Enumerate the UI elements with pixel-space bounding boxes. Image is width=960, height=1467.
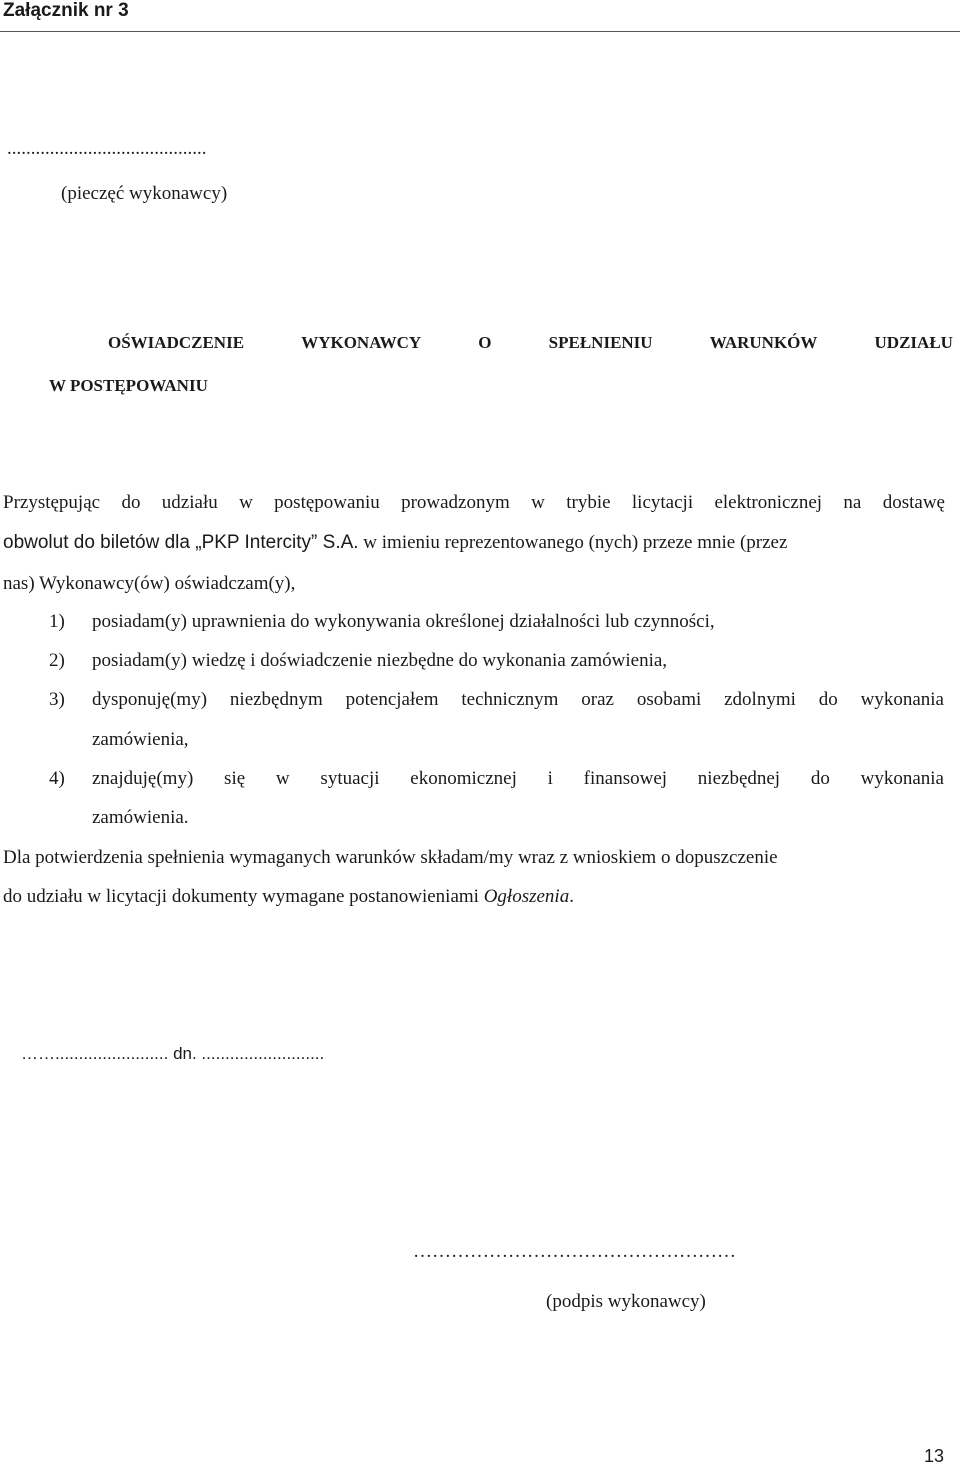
signature-dots: ……………………………………………	[413, 1241, 736, 1262]
statement-title	[108, 333, 953, 353]
list-item-text: dysponuję(my) niezbędnym potencjałem technicznym oraz osobami zdolnymi do wykonania	[92, 689, 944, 710]
list-item-number: 3)	[49, 689, 65, 710]
closing-line-2	[3, 886, 574, 908]
stamp-label: (pieczęć wykonawcy)	[61, 183, 228, 204]
place-date-line: ……........................ dn. ..........................	[21, 1044, 325, 1063]
stamp-dots: ..........................................	[7, 138, 207, 159]
statement-title-line2: W POSTĘPOWANIU	[49, 376, 208, 395]
title-word: OŚWIADCZENIE	[108, 333, 245, 352]
list-item-number: 4)	[49, 768, 65, 789]
list-item-continuation: zamówienia,	[92, 729, 189, 750]
list-item-number: 2)	[49, 650, 65, 671]
signature-label: (podpis wykonawcy)	[546, 1291, 706, 1312]
list-item-text: posiadam(y) wiedzę i doświadczenie niezbędne do wykonania zamówienia,	[92, 650, 668, 671]
title-word: O	[478, 333, 492, 352]
intro-line-3: nas) Wykonawcy(ów) oświadczam(y),	[3, 573, 296, 594]
announcement-reference: Ogłoszenia	[483, 886, 570, 907]
intro-line-2	[3, 532, 787, 554]
closing-period: .	[569, 886, 574, 907]
page-number: 13	[923, 1446, 944, 1466]
closing-text: do udziału w licytacji dokumenty wymagane postanowieniami	[3, 886, 484, 907]
title-word: SPEŁNIENIU	[548, 333, 653, 352]
intro-line-1: Przystępując do udziału w postępowaniu prowadzonym w trybie licytacji elektronicznej na dostawę	[3, 492, 945, 513]
list-item-text: posiadam(y) uprawnienia do wykonywania określonej działalności lub czynności,	[92, 611, 715, 632]
list-item-text: znajduję(my) się w sytuacji ekonomicznej i finansowej niezbędnej do wykonania	[92, 768, 944, 789]
title-word: WYKONAWCY	[301, 333, 422, 352]
intro-subject: obwolut do biletów dla „PKP Intercity” S.A.	[3, 532, 359, 553]
title-word: WARUNKÓW	[709, 333, 818, 352]
list-item-continuation: zamówienia.	[92, 807, 189, 828]
closing-line-1: Dla potwierdzenia spełnienia wymaganych warunków składam/my wraz z wnioskiem o dopuszczenie	[3, 847, 778, 868]
header-divider	[0, 31, 960, 32]
title-word: UDZIAŁU	[874, 333, 953, 352]
list-item-number: 1)	[49, 611, 65, 632]
attachment-header: Załącznik nr 3	[3, 0, 129, 21]
intro-representation: w imieniu reprezentowanego (nych) przeze mnie (przez	[358, 532, 788, 553]
